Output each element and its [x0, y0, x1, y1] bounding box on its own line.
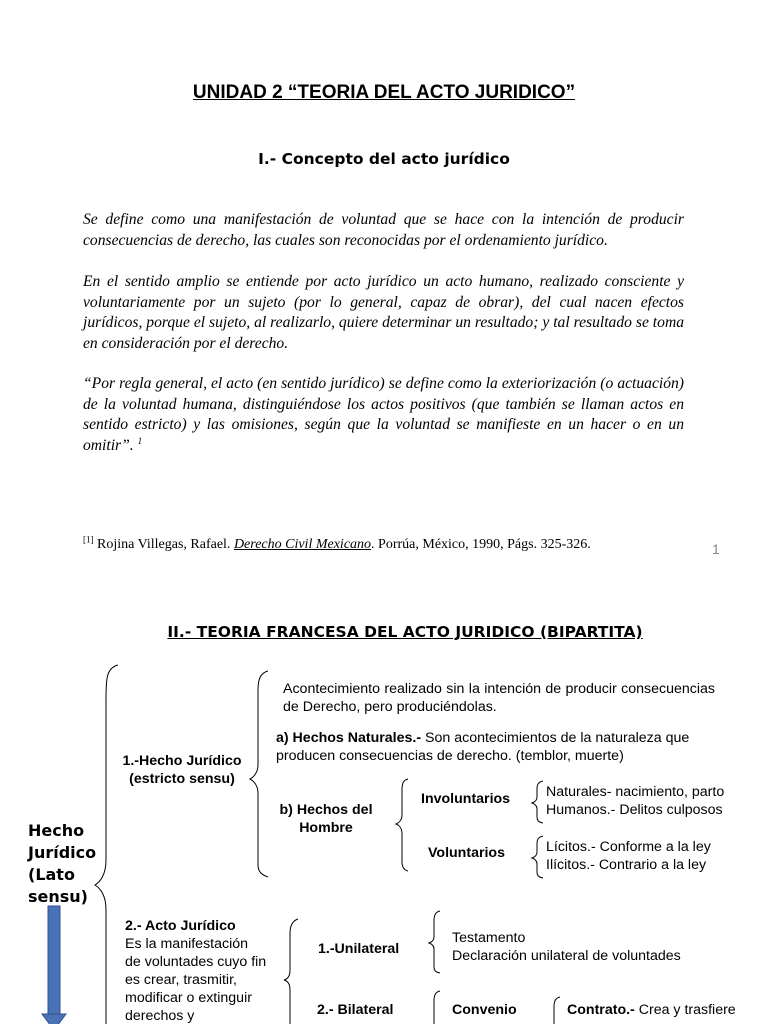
- page-title: UNIDAD 2 “TEORIA DEL ACTO JURIDICO”: [192, 82, 576, 103]
- brace-hecho: [250, 671, 268, 877]
- section-subtitle: I.- Concepto del acto jurídico: [258, 150, 510, 168]
- page-number: 1: [712, 541, 720, 557]
- humanos-item: Humanos.- Delitos culposos: [546, 802, 723, 818]
- brace-hombre: [396, 779, 408, 871]
- paragraph-definition: Se define como una manifestación de voluntad que se hace con la intención de producir consecuencias de derecho, las cuales son reconocidas por el ordenamiento jurídico.: [83, 211, 684, 249]
- brace-root: [95, 665, 118, 1024]
- voluntarios-list: [546, 838, 711, 874]
- acto-juridico: [125, 917, 267, 1025]
- licitos-item: Lícitos.- Conforme a la ley: [546, 839, 711, 855]
- acto-juridico-text: Es la manifestación de voluntades cuyo fin es crear, trasmitir, modificar o extinguir derechos y: [125, 936, 267, 1024]
- hechos-naturales: [276, 729, 738, 765]
- voluntarios: Voluntarios: [428, 845, 505, 861]
- footnote-publisher: . Porrúa, México, 1990, Págs. 325-326.: [371, 537, 591, 552]
- section-2-title: II.- TEORIA FRANCESA DEL ACTO JURIDICO (BIPARTITA): [167, 623, 643, 641]
- unilateral: 1.-Unilateral: [318, 941, 400, 957]
- involuntarios: Involuntarios: [421, 791, 511, 807]
- footnote-mark: [1]: [83, 534, 94, 545]
- acto-juridico-label: 2.- Acto Jurídico: [125, 918, 236, 934]
- declaracion-item: Declaración unilateral de voluntades: [452, 948, 681, 964]
- hecho-juridico-root: Hecho Jurídico (Lato sensu): [28, 821, 97, 906]
- down-arrow-icon: [42, 906, 66, 1024]
- hechos-naturales-text: Son acontecimientos de la naturaleza que producen consecuencias de derecho. (temblor, muerte): [276, 730, 690, 764]
- paragraph-broad-sense: En el sentido amplio se entiende por acto jurídico un acto humano, realizado consciente y voluntariamente por un sujeto (por lo general, capaz de obrar), del cual nacen efectos jurídicos, porque el sujeto, al realizarlo, quiere determinar un resultado; y tal resultado se toma en consideración por el derecho.: [83, 273, 684, 352]
- testamento-item: Testamento: [452, 930, 526, 946]
- hechos-naturales-label: a) Hechos Naturales.-: [276, 730, 422, 746]
- brace-unilateral: [429, 911, 440, 973]
- brace-convenio: [554, 997, 560, 1024]
- ilicitos-item: Ilícitos.- Contrario a la ley: [546, 857, 707, 873]
- brace-voluntarios: [532, 836, 543, 878]
- unilateral-list: [452, 929, 681, 965]
- convenio: Convenio: [452, 1002, 517, 1018]
- quote-text: “Por regla general, el acto (en sentido jurídico) se define como la exteriorización (o actuación) de la voluntad humana, distinguiéndose los actos positivos (que también se llaman actos en sentido estricto) y las omisiones, según que la voluntad se manifieste en un hacer o en un omitir”.: [83, 375, 684, 454]
- contrato: [567, 1001, 767, 1019]
- acontecimiento-definition: Acontecimiento realizado sin la intención de producir consecuencias de Derecho, pero produciéndolas.: [283, 681, 715, 715]
- footnote-reference[interactable]: 1: [137, 435, 143, 446]
- contrato-label: Contrato.-: [567, 1002, 635, 1018]
- involuntarios-list: [546, 783, 724, 819]
- footnote-author: Rojina Villegas, Rafael.: [97, 537, 231, 552]
- brace-involuntarios: [532, 781, 543, 823]
- contrato-text: Crea y trasfiere: [634, 1002, 736, 1018]
- footnote-work-link[interactable]: Derecho Civil Mexicano: [233, 537, 372, 552]
- bilateral: 2.- Bilateral: [317, 1002, 394, 1018]
- naturales-item: Naturales- nacimiento, parto: [546, 784, 725, 800]
- brace-bilateral: [434, 991, 440, 1024]
- hecho-juridico-estricto: 1.-Hecho Jurídico (estricto sensu): [122, 753, 242, 787]
- hechos-del-hombre: b) Hechos del Hombre: [279, 802, 373, 836]
- brace-acto: [284, 919, 298, 1024]
